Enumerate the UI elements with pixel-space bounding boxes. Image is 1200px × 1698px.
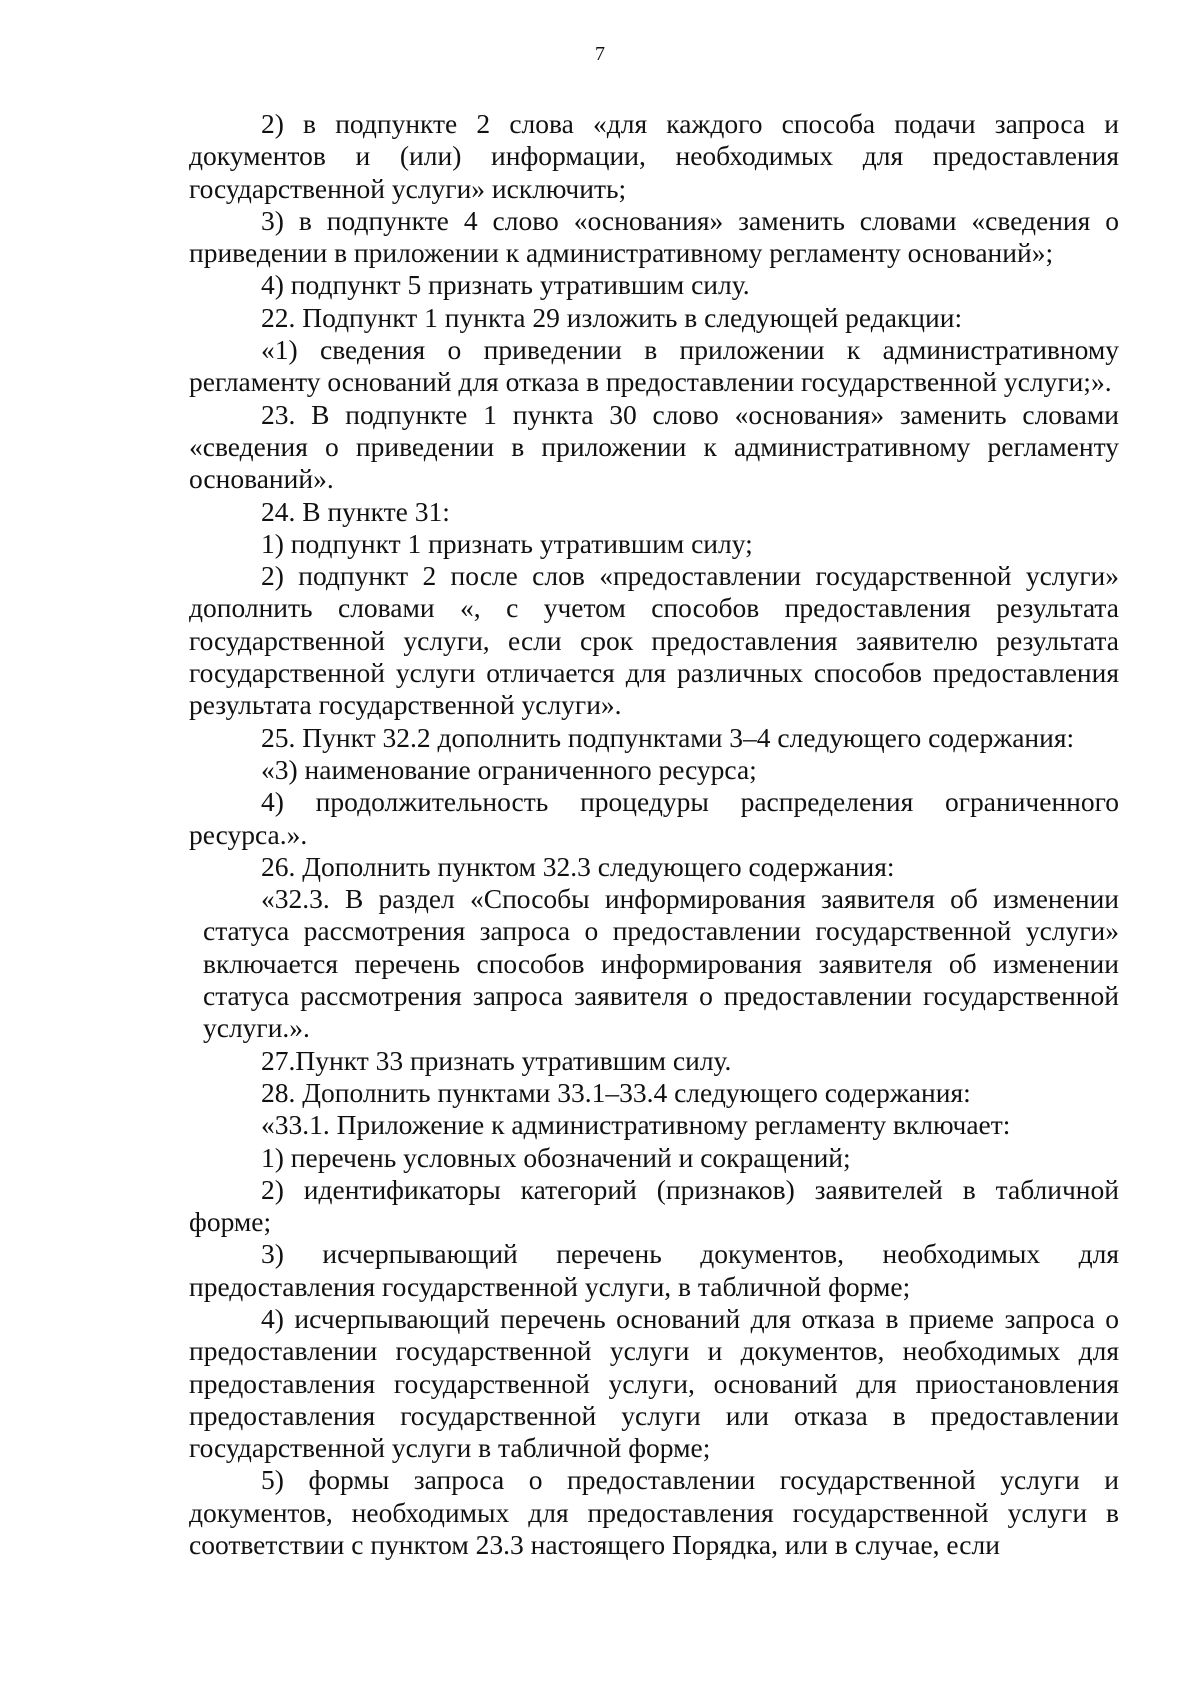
paragraph: 3) исчерпывающий перечень документов, необходимых для предоставления государственной услуги, в табличной форме; bbox=[189, 1238, 1119, 1302]
document-body bbox=[189, 108, 1119, 1561]
paragraph: 4) продолжительность процедуры распределения ограниченного ресурса.». bbox=[189, 786, 1119, 850]
paragraph: 4) подпункт 5 признать утратившим силу. bbox=[261, 269, 750, 301]
paragraph: «1) сведения о приведении в приложении к административному регламенту оснований для отказа в предоставлении государственной услуги;». bbox=[189, 334, 1119, 398]
paragraph: 27.Пункт 33 признать утратившим силу. bbox=[261, 1044, 732, 1076]
page-number: 7 bbox=[595, 43, 605, 65]
paragraph: 25. Пункт 32.2 дополнить подпунктами 3–4 следующего содержания: bbox=[261, 721, 1075, 753]
paragraph: 24. В пункте 31: bbox=[261, 495, 450, 527]
paragraph: 1) перечень условных обозначений и сокращений; bbox=[261, 1141, 851, 1173]
paragraph: 3) в подпункте 4 слово «основания» заменить словами «сведения о приведении в приложении к административному регламенту оснований»; bbox=[189, 204, 1119, 269]
paragraph: 23. В подпункте 1 пункта 30 слово «основания» заменить словами «сведения о приведении в приложении к административному регламенту оснований». bbox=[189, 398, 1119, 495]
paragraph: 4) исчерпывающий перечень оснований для отказа в приеме запроса о предоставлении государственной услуги и документов, необходимых для предоставления государственной услуги, оснований для приостановления предоставления государственной услуги или отказа в предоставлении государственной услуги в табличной форме; bbox=[189, 1302, 1119, 1464]
paragraph: «3) наименование ограниченного ресурса; bbox=[261, 753, 757, 785]
paragraph: 2) подпункт 2 после слов «предоставлении государственной услуги» дополнить словами «, с учетом способов предоставления результата государственной услуги, если срок предоставления заявителю результата государственной услуги отличается для различных способов предоставления результата государственной услуги». bbox=[189, 560, 1119, 721]
paragraph: 2) идентификаторы категорий (признаков) заявителей в табличной форме; bbox=[189, 1173, 1119, 1238]
paragraph: 26. Дополнить пунктом 32.3 следующего содержания: bbox=[261, 850, 895, 882]
paragraph: 22. Подпункт 1 пункта 29 изложить в следующей редакции: bbox=[261, 301, 963, 333]
paragraph: 1) подпункт 1 признать утратившим силу; bbox=[261, 527, 753, 559]
paragraph: 5) формы запроса о предоставлении государственной услуги и документов, необходимых для предоставления государственной услуги в соответствии с пунктом 23.3 настоящего Порядка, или в случае, если bbox=[189, 1464, 1119, 1561]
paragraph: 28. Дополнить пунктами 33.1–33.4 следующего содержания: bbox=[261, 1076, 971, 1108]
paragraph: «32.3. В раздел «Способы информирования заявителя об изменении статуса рассмотрения запроса о предоставлении государственной услуги» включается перечень способов информирования заявителя об изменении статуса рассмотрения запроса заявителя о предоставлении государственной услуги.». bbox=[203, 883, 1119, 1044]
paragraph: 2) в подпункте 2 слова «для каждого способа подачи запроса и документов и (или) информации, необходимых для предоставления государственной услуги» исключить; bbox=[189, 108, 1119, 204]
paragraph: «33.1. Приложение к административному регламенту включает: bbox=[261, 1109, 1011, 1141]
